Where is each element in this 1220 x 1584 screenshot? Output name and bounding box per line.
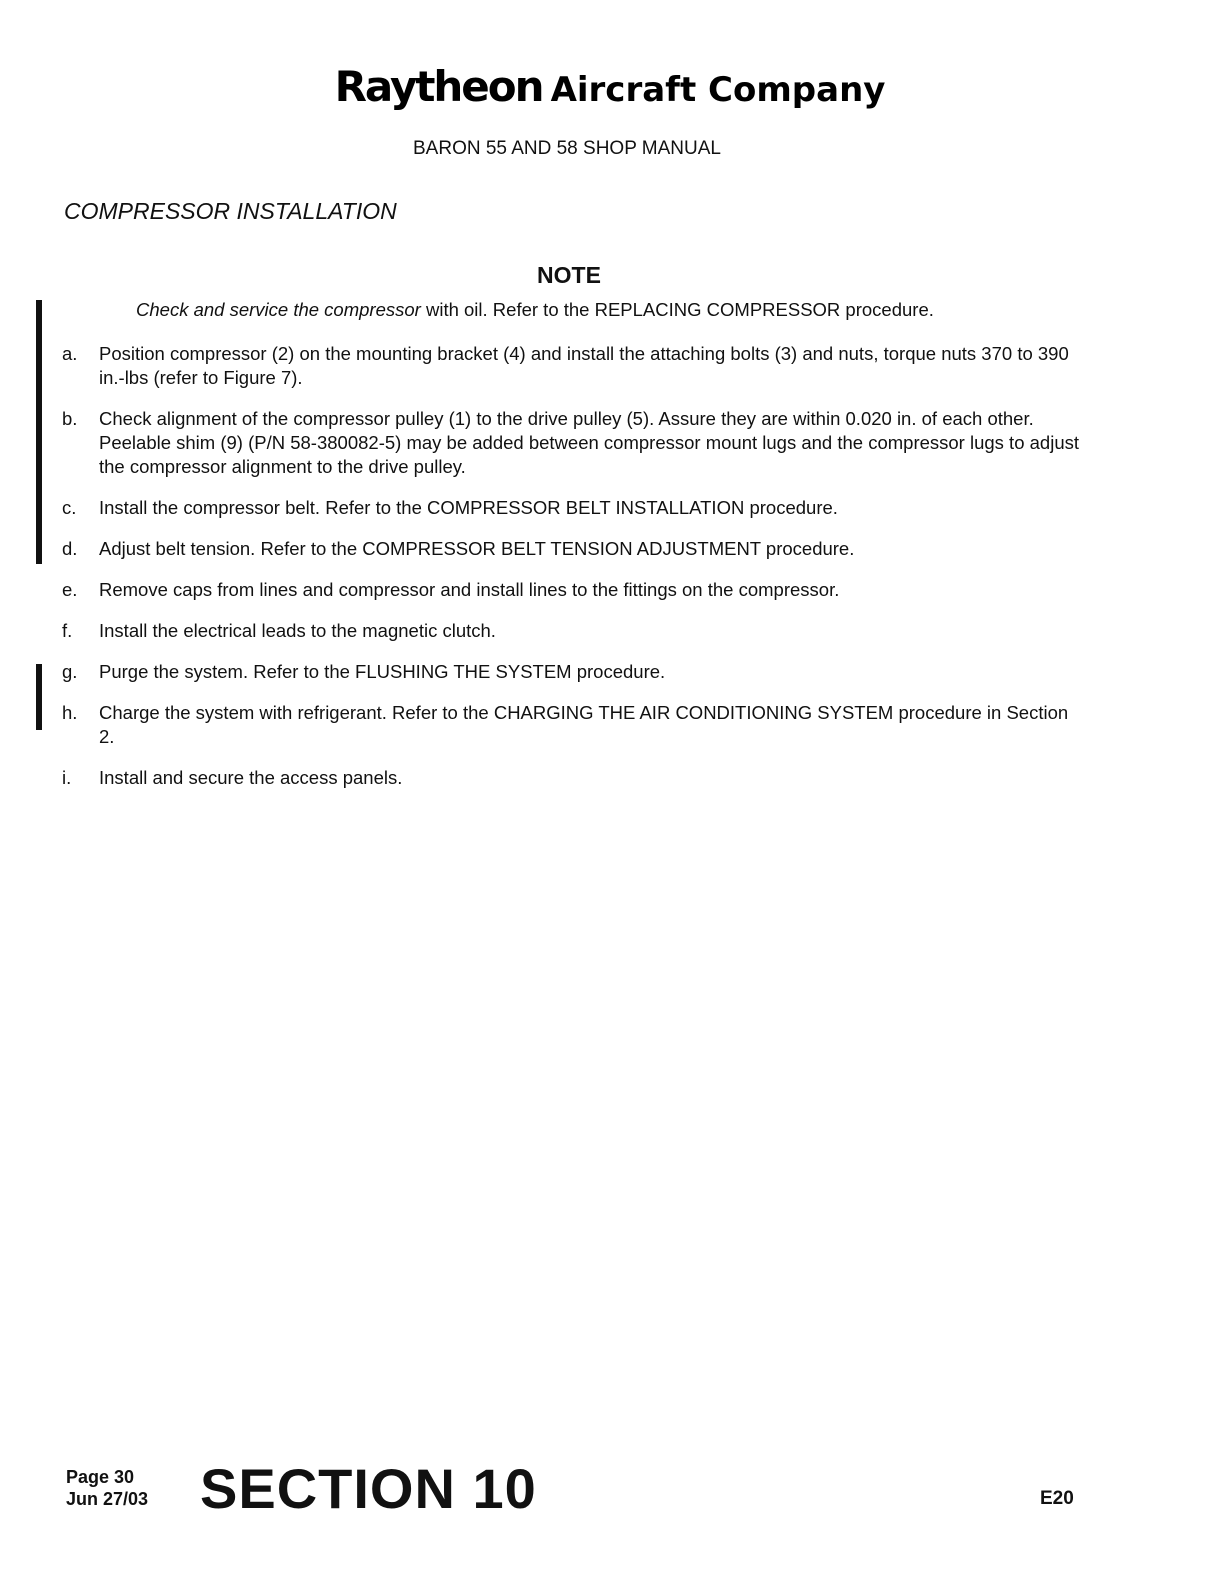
step-item — [62, 407, 1082, 479]
step-text: Remove caps from lines and compressor and install lines to the fittings on the compressor. — [99, 579, 840, 600]
step-text: Install and secure the access panels. — [99, 767, 403, 788]
step-letter: f. — [62, 620, 73, 641]
step-letter: e. — [62, 579, 78, 600]
step-item — [62, 701, 1082, 749]
section-title: COMPRESSOR INSTALLATION — [64, 198, 397, 224]
step-text: Position compressor (2) on the mounting bracket (4) and install the attaching bolts (3) and nuts, torque nuts 370 to 390 in.-lbs (refer to Figure 7). — [99, 343, 1069, 388]
step-text: Check alignment of the compressor pulley (1) to the drive pulley (5). Assure they are within 0.020 in. of each other. Peelable shim (9) (P/N 58-380082-5) may be added between compressor mount lugs and the compressor lugs to adjust the compressor alignment to the drive pulley. — [99, 408, 1079, 477]
step-item — [62, 537, 1082, 561]
brand-logo: Raytheon — [334, 62, 543, 111]
page-info — [66, 1466, 148, 1510]
step-letter: h. — [62, 702, 78, 723]
note-heading: NOTE — [537, 262, 601, 288]
step-letter: g. — [62, 661, 78, 682]
step-text: Install the compressor belt. Refer to the COMPRESSOR BELT INSTALLATION procedure. — [99, 497, 838, 518]
footer-section: SECTION 10 — [200, 1457, 537, 1520]
step-letter: c. — [62, 497, 77, 518]
step-item — [62, 766, 1082, 790]
step-item — [62, 578, 1082, 602]
revision-code: E20 — [1040, 1488, 1074, 1509]
step-item — [62, 496, 1082, 520]
note-text-rest: with oil. Refer to the REPLACING COMPRESSOR procedure. — [420, 299, 934, 320]
page-header — [0, 62, 1220, 111]
step-text: Adjust belt tension. Refer to the COMPRESSOR BELT TENSION ADJUSTMENT procedure. — [99, 538, 855, 559]
manual-title: BARON 55 AND 58 SHOP MANUAL — [413, 138, 721, 159]
step-text: Charge the system with refrigerant. Refer to the CHARGING THE AIR CONDITIONING SYSTEM procedure in Section 2. — [99, 702, 1069, 747]
page-date: Jun 27/03 — [66, 1489, 149, 1509]
step-item — [62, 619, 1082, 643]
change-bar — [36, 664, 42, 730]
step-text: Install the electrical leads to the magnetic clutch. — [99, 620, 496, 641]
step-letter: i. — [62, 767, 72, 788]
step-letter: d. — [62, 538, 78, 559]
page-number: Page 30 — [66, 1467, 135, 1487]
step-text: Purge the system. Refer to the FLUSHING THE SYSTEM procedure. — [99, 661, 666, 682]
step-letter: a. — [62, 343, 78, 364]
step-item — [62, 660, 1082, 684]
step-letter: b. — [62, 408, 78, 429]
procedure-steps — [62, 342, 1082, 807]
note-text-italic: Check and service the compressor — [136, 299, 421, 320]
note-text — [136, 299, 934, 321]
company-name: Aircraft Company — [550, 70, 886, 110]
change-bar — [36, 300, 42, 564]
step-item — [62, 342, 1082, 390]
